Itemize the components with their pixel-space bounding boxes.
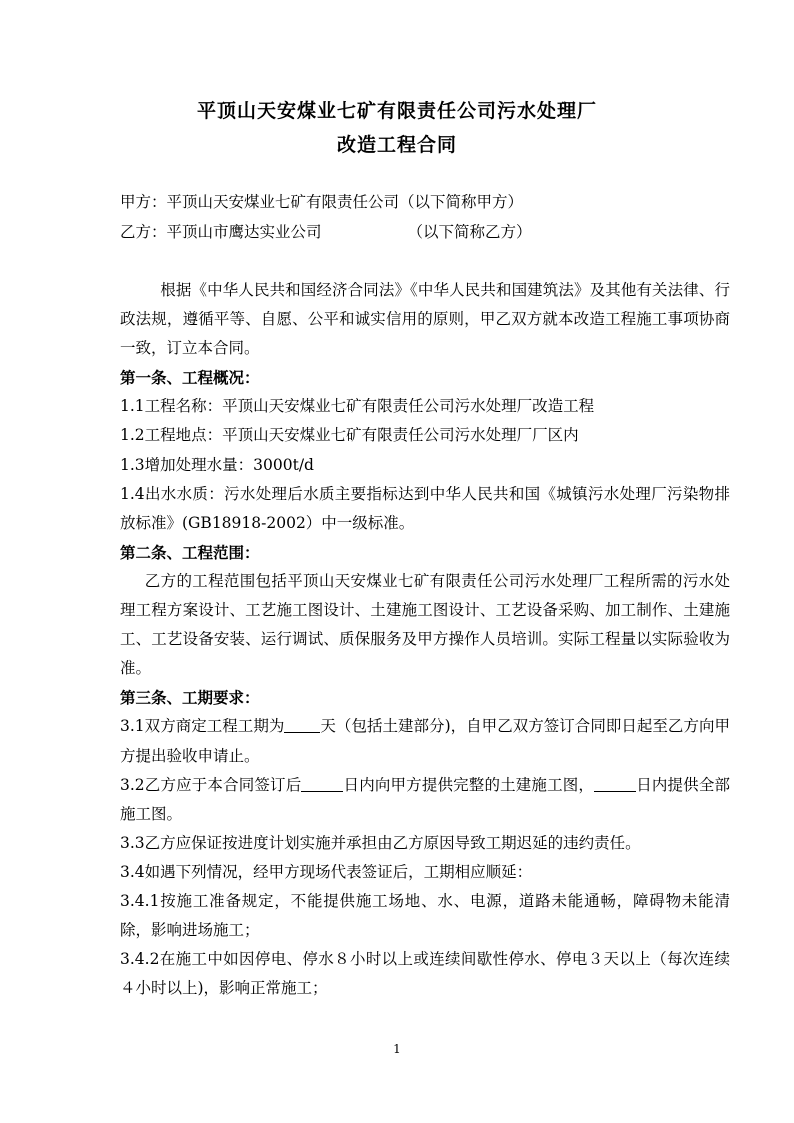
clause-3-2-start: 3.2乙方应于本合同签订后 xyxy=(120,775,302,794)
party-b xyxy=(120,220,532,242)
clause-3-1 xyxy=(120,712,730,770)
intro-paragraph: 根据《中华人民共和国经济合同法》《中华人民共和国建筑法》及其他有关法律、行政法规，遵循平等、自愿、公平和诚实信用的原则，甲乙双方就本改造工程施工事项协商一致，订立本合同。 xyxy=(120,281,730,358)
page-number: 1 xyxy=(393,1042,401,1056)
clause-3-4-1: 3.4.1按施工准备规定，不能提供施工场地、水、电源，道路未能通畅，障碍物未能清除，影响进场施工； xyxy=(120,891,730,940)
party-b-note: （以下简称乙方） xyxy=(407,223,532,241)
clause-3-4: 3.4如遇下列情况，经甲方现场代表签证后，工期相应顺延： xyxy=(120,862,533,881)
clause-3-1-start: 3.1双方商定工程工期为 xyxy=(120,717,285,736)
blank-days-field[interactable] xyxy=(284,717,320,734)
clause-1-3: 1.3增加处理水量：3000t/d xyxy=(120,455,314,474)
party-a: 甲方：平顶山天安煤业七矿有限责任公司（以下简称甲方） xyxy=(120,193,524,211)
clause-3-1-end: 天（包括土建部分)，自甲乙双方签订合同即日起至乙方向甲方提出验收申请止。 xyxy=(120,717,730,765)
clause-3-2 xyxy=(120,771,730,829)
blank-all-drawing-days-field[interactable] xyxy=(594,775,636,792)
clause-3-2-middle: 日内向甲方提供完整的土建施工图， xyxy=(343,775,595,794)
clause-1-2: 1.2工程地点：平顶山天安煤业七矿有限责任公司污水处理厂厂区内 xyxy=(120,426,579,445)
clause-3-2-end: 日内提供全部施工图。 xyxy=(120,775,730,823)
party-b-name: 乙方：平顶山市鹰达实业公司 xyxy=(120,223,322,241)
document-title: 平顶山天安煤业七矿有限责任公司污水处理厂 xyxy=(196,100,597,122)
article-3-heading: 第三条、工期要求： xyxy=(120,688,260,708)
clause-3-4-2: 3.4.2在施工中如因停电、停水８小时以上或连续间歇性停水、停电３天以上（每次连续４小时以上)，影响正常施工； xyxy=(120,950,730,998)
blank-civil-drawing-days-field[interactable] xyxy=(301,775,343,792)
document-subtitle: 改造工程合同 xyxy=(336,134,457,156)
clause-1-4: 1.4出水水质：污水处理后水质主要指标达到中华人民共和国《城镇污水处理厂污染物排放标准》(GB18918-2002）中一级标准。 xyxy=(120,484,730,532)
article-1-heading: 第一条、工程概况： xyxy=(120,368,260,388)
clause-3-3: 3.3乙方应保证按进度计划实施并承担由乙方原因导致工期迟延的违约责任。 xyxy=(120,833,641,852)
article-2-text: 乙方的工程范围包括平顶山天安煤业七矿有限责任公司污水处理厂工程所需的污水处理工程方案设计、工艺施工图设计、土建施工图设计、工艺设备采购、加工制作、土建施工、工艺设备安装、运行调试、质保服务及甲方操作人员培训。实际工程量以实际验收为准。 xyxy=(120,571,730,678)
contract-body xyxy=(120,276,730,1003)
article-2-heading: 第二条、工程范围： xyxy=(120,542,260,562)
clause-1-1: 1.1工程名称：平顶山天安煤业七矿有限责任公司污水处理厂改造工程 xyxy=(120,397,595,416)
